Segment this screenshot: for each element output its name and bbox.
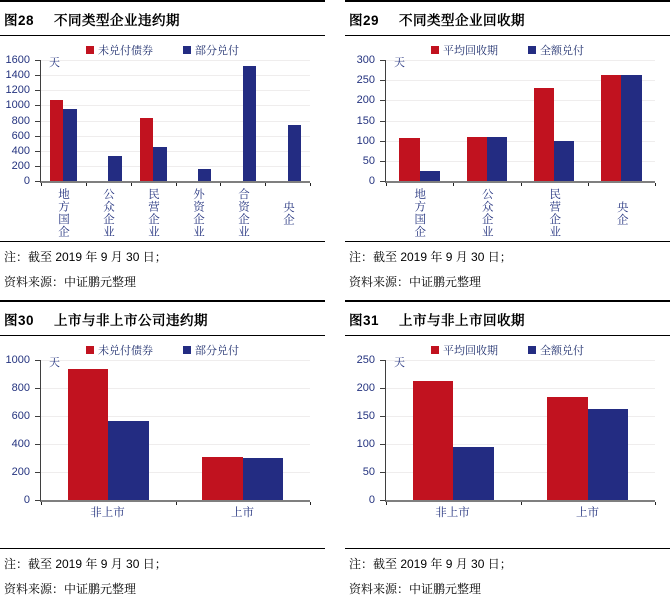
legend-label: 平均回收期 [443,44,498,57]
y-axis-tick-label: 0 [368,175,375,187]
plot-area [40,57,310,183]
category-label-text: 合资企业 [237,188,249,238]
legend-swatch [431,346,439,354]
note-data-source: 资料来源：中证鹏元整理 [349,275,482,289]
y-axis [0,354,40,506]
category-label [40,185,85,241]
x-axis-labels [40,504,310,520]
x-axis-tick [655,502,656,505]
plot-area [385,57,655,183]
legend-swatch [528,346,536,354]
unit-label: 天 [394,357,405,369]
y-axis-tick-label: 0 [368,494,375,506]
bar [399,138,419,181]
bar-group [220,60,265,181]
bar-chart [0,42,325,241]
plot-row [0,54,325,187]
figure-title: 不同类型企业回收期 [399,13,526,28]
legend-swatch [431,46,439,54]
note-asof-date: 注：截至 2019 年 9 月 30 日； [349,557,512,571]
category-label-text: 地方国企 [57,188,69,238]
category-label-text: 公众企业 [102,188,114,238]
x-axis-tick [386,183,387,186]
x-axis-labels [40,185,310,241]
bar [621,75,641,181]
legend-item [86,342,153,358]
panel-title [345,300,670,336]
note-data-source: 资料来源：中证鹏元整理 [349,582,482,596]
bar [243,66,256,181]
bar [50,100,63,181]
bars-layer [386,60,655,181]
unit-label: 天 [49,57,60,69]
figure-number: 图29 [349,13,380,28]
figure-title: 上市与非上市回收期 [399,313,526,328]
y-axis-tick-label: 200 [11,159,30,172]
bar [243,458,283,500]
category-label-text: 地方国企 [413,188,426,238]
category-label-text: 民营企业 [147,188,159,238]
legend-label: 部分兑付 [195,44,239,57]
category-label-text: 公众企业 [480,188,493,238]
bar [601,75,621,181]
unit-label: 天 [49,357,60,369]
x-axis-tick [453,183,454,186]
y-axis-tick-label: 250 [356,74,375,87]
category-label-text: 央企 [615,200,628,226]
y-axis-tick-label: 200 [356,382,375,394]
figure-panel-28 [0,0,325,300]
category-label [385,185,453,241]
category-label-text: 上市 [231,507,254,519]
bars-layer [41,360,310,500]
figure-number: 图30 [4,313,35,328]
category-label-text: 非上市 [435,507,470,519]
legend-label: 部分兑付 [195,344,239,357]
x-axis-tick [386,502,387,505]
category-label [85,185,130,241]
bar-group [588,60,655,181]
category-label [385,504,520,520]
x-axis-tick [86,183,87,186]
bar-chart [0,342,325,520]
bar [63,109,76,181]
bar [453,447,493,500]
bar [153,147,166,181]
bar [108,421,148,500]
bar [288,125,301,181]
bar [588,409,628,500]
y-axis-tick-label: 100 [356,438,375,450]
y-axis-tick-label: 100 [356,134,375,147]
legend-swatch [183,46,191,54]
panel-notes [0,241,325,300]
category-label [265,185,310,241]
y-axis [345,54,385,187]
bar [413,381,453,500]
bar [202,457,242,500]
y-axis-tick-label: 1000 [5,99,30,112]
bar-group [386,60,453,181]
legend-swatch [528,46,536,54]
panel-notes [345,241,670,300]
note-data-source: 资料来源：中证鹏元整理 [4,275,137,289]
panel-title [345,0,670,36]
bar [487,137,507,181]
note-asof-date: 注：截至 2019 年 9 月 30 日； [4,250,167,264]
category-label [520,185,588,241]
legend-label: 全额兑付 [540,44,584,57]
category-label [40,504,175,520]
bar-group [41,60,86,181]
y-axis-tick-label: 150 [356,114,375,127]
bar-group [86,60,131,181]
category-label-text: 民营企业 [548,188,561,238]
legend-item [183,342,239,358]
x-axis-tick [131,183,132,186]
y-axis-tick-label: 800 [11,382,30,394]
figure-number: 图31 [349,313,380,328]
bar [467,137,487,181]
figure-panel-30 [0,300,325,597]
y-axis-tick-label: 400 [11,144,30,157]
x-axis-tick [220,183,221,186]
x-axis-tick [521,183,522,186]
y-axis [0,54,40,187]
x-axis-tick [310,183,311,186]
y-axis-tick-label: 200 [11,466,30,478]
bar-group [175,60,220,181]
category-label-text: 央企 [282,200,294,226]
bar-group [521,60,588,181]
bars-layer [41,60,310,181]
bar-chart [345,342,670,520]
legend-item [183,42,239,58]
x-axis-tick [41,502,42,505]
legend-label: 平均回收期 [443,344,498,357]
bar [547,397,587,500]
y-axis-tick-label: 600 [11,129,30,142]
y-axis-tick-label: 0 [23,494,30,506]
x-axis-labels [385,185,655,241]
x-axis-tick [655,183,656,186]
bar-group [453,60,520,181]
category-label-text: 外资企业 [192,188,204,238]
legend-swatch [86,346,94,354]
category-label [220,185,265,241]
y-axis-tick-label: 800 [11,114,30,127]
bar [554,141,574,181]
y-axis-tick-label: 1400 [5,69,30,82]
legend-item [86,42,153,58]
figure-number: 图28 [4,13,35,28]
category-label [453,185,521,241]
y-axis-tick-label: 1200 [5,84,30,97]
y-axis-tick-label: 300 [356,54,375,66]
x-axis-tick [41,183,42,186]
figure-panel-29 [345,0,670,300]
plot-area [40,357,310,502]
panel-title [0,300,325,336]
y-axis [345,354,385,506]
bar [68,369,108,500]
category-label-text: 上市 [576,507,599,519]
bar [534,88,554,181]
plot-row [345,354,670,506]
unit-label: 天 [394,57,405,69]
legend-item [431,42,498,58]
legend-swatch [86,46,94,54]
note-data-source: 资料来源：中证鹏元整理 [4,582,137,596]
note-asof-date: 注：截至 2019 年 9 月 30 日； [349,250,512,264]
bar [420,171,440,181]
legend-label: 未兑付债券 [98,344,153,357]
legend-item [528,342,584,358]
bar-group [41,360,176,500]
note-asof-date: 注：截至 2019 年 9 月 30 日； [4,557,167,571]
panel-notes [0,548,325,597]
panel-title [0,0,325,36]
bar-chart [345,42,670,241]
y-axis-tick-label: 1000 [5,354,30,366]
y-axis-tick-label: 1600 [5,54,30,66]
x-axis-tick [265,183,266,186]
y-axis-tick-label: 600 [11,410,30,422]
legend-item [528,42,584,58]
category-label [175,185,220,241]
x-axis-tick [521,502,522,505]
bar [140,118,153,181]
x-axis-tick [176,502,177,505]
bars-layer [386,360,655,500]
bar [198,169,211,181]
bar-group [521,360,656,500]
y-axis-tick-label: 50 [362,466,375,478]
category-label [520,504,655,520]
bar-group [131,60,176,181]
bar-group [265,60,310,181]
y-axis-tick-label: 150 [356,410,375,422]
category-label-text: 非上市 [90,507,125,519]
figure-title: 上市与非上市公司违约期 [54,313,209,328]
y-axis-tick-label: 200 [356,94,375,107]
category-label [175,504,310,520]
bar [108,156,121,181]
plot-row [345,54,670,187]
panel-notes [345,548,670,597]
figure-title: 不同类型企业违约期 [54,13,181,28]
x-axis-tick [588,183,589,186]
y-axis-tick-label: 250 [356,354,375,366]
x-axis-tick [310,502,311,505]
bar-group [176,360,311,500]
x-axis-tick [176,183,177,186]
plot-row [0,354,325,506]
y-axis-tick-label: 0 [23,175,30,187]
y-axis-tick-label: 50 [362,154,375,167]
plot-area [385,357,655,502]
legend-label: 全额兑付 [540,344,584,357]
figure-panel-31 [345,300,670,597]
x-axis-labels [385,504,655,520]
y-axis-tick-label: 400 [11,438,30,450]
legend-item [431,342,498,358]
category-label [588,185,656,241]
bar-group [386,360,521,500]
legend-swatch [183,346,191,354]
legend-label: 未兑付债券 [98,44,153,57]
category-label [130,185,175,241]
